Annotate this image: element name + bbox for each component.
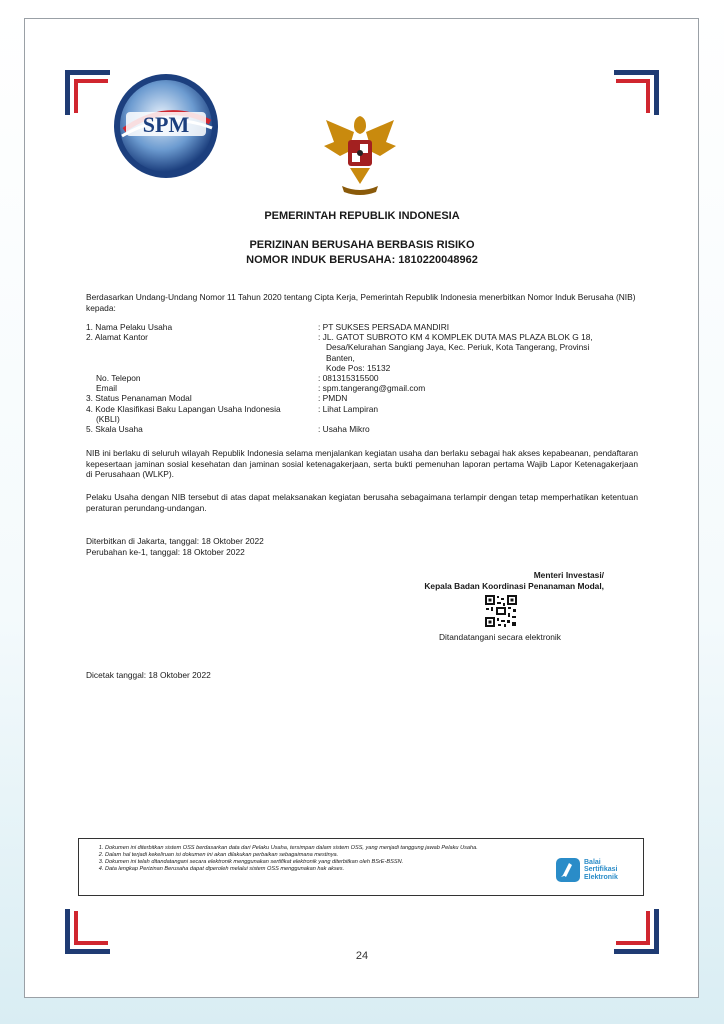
printed-date: Dicetak tanggal: 18 Oktober 2022 bbox=[86, 670, 211, 680]
corner-ornament-top-right-inner bbox=[616, 79, 650, 113]
page-number: 24 bbox=[355, 950, 369, 962]
field-row-kbli bbox=[86, 404, 638, 414]
bsre-line: Elektronik bbox=[584, 873, 618, 881]
field-row-status bbox=[86, 393, 638, 403]
corner-ornament-bottom-right-inner bbox=[616, 911, 650, 945]
bsre-line: Balai bbox=[584, 858, 601, 866]
field-label: 1. Nama Pelaku Usaha bbox=[86, 322, 173, 332]
electronic-signature-note: Ditandatangani secara elektronik bbox=[439, 632, 561, 642]
field-row-alamat bbox=[86, 332, 638, 342]
field-label: 3. Status Penanaman Modal bbox=[86, 393, 192, 404]
nib-number: NOMOR INDUK BERUSAHA: 1810220048962 bbox=[246, 254, 478, 266]
field-row-skala bbox=[86, 424, 638, 434]
field-value: : Lihat Lampiran bbox=[318, 403, 379, 414]
field-value: : PMDN bbox=[318, 393, 348, 404]
signatory-title bbox=[360, 570, 604, 591]
bsre-logo-text bbox=[584, 859, 618, 882]
business-details bbox=[86, 322, 638, 434]
address-line: Desa/Kelurahan Sangiang Jaya, Kec. Periuk, Kota Tangerang, Provinsi bbox=[326, 342, 590, 353]
obligation-paragraph: Pelaku Usaha dengan NIB tersebut di atas dapat melaksanakan kegiatan berusaha sebagaimana terlampir dengan tetap memperhatikan ketentuan peraturan perundang-undangan. bbox=[86, 492, 638, 513]
field-value: : Usaha Mikro bbox=[318, 424, 370, 435]
document-title-line1: PERIZINAN BERUSAHA BERBASIS RISIKO bbox=[249, 239, 475, 251]
signatory-line2: Kepala Badan Koordinasi Penanaman Modal, bbox=[424, 580, 604, 591]
spm-logo-icon bbox=[110, 70, 222, 182]
signatory-line1: Menteri Investasi/ bbox=[533, 570, 604, 580]
address-line: Kode Pos: 15132 bbox=[326, 362, 391, 373]
field-value: : 081315315500 bbox=[318, 373, 379, 384]
field-label: Email bbox=[96, 383, 117, 394]
field-label: 5. Skala Usaha bbox=[86, 424, 143, 435]
document-title bbox=[100, 238, 624, 268]
corner-ornament-bottom-left-inner bbox=[74, 911, 108, 945]
footnotes-box bbox=[78, 838, 644, 896]
qr-code-icon bbox=[484, 594, 518, 628]
issued-date: Diterbitkan di Jakarta, tanggal: 18 Oktober 2022 bbox=[86, 536, 264, 546]
field-label: No. Telepon bbox=[96, 373, 141, 384]
bsre-line: Sertifikasi bbox=[584, 866, 618, 874]
amended-date: Perubahan ke-1, tanggal: 18 Oktober 2022 bbox=[86, 546, 245, 557]
spm-logo-text: SPM bbox=[142, 112, 190, 137]
field-row-telepon bbox=[86, 373, 638, 383]
government-heading: PEMERINTAH REPUBLIK INDONESIA bbox=[264, 210, 460, 222]
footnote-item: 4. Data lengkap Perizinan Berusaha dapat diperoleh melalui sistem OSS menggunakan hak akses. bbox=[105, 866, 535, 873]
footnote-item: 2. Dalam hal terjadi kekeliruan isi dokumen ini akan dilakukan perbaikan sebagaimana mestinya. bbox=[105, 852, 535, 859]
field-label: 2. Alamat Kantor bbox=[86, 332, 148, 343]
footnotes-list bbox=[87, 845, 535, 873]
intro-paragraph: Berdasarkan Undang-Undang Nomor 11 Tahun 2020 tentang Cipta Kerja, Pemerintah Republik Indonesia menerbitkan Nomor Induk Berusaha (NIB) kepada: bbox=[86, 292, 636, 313]
bsre-logo bbox=[555, 855, 633, 885]
footnote-item: 3. Dokumen ini telah ditandatangani secara elektronik menggunakan sertifikat elektronik yang diterbitkan oleh BSrE-BSSN. bbox=[105, 859, 535, 866]
field-value: : PT SUKSES PERSADA MANDIRI bbox=[318, 322, 450, 332]
corner-ornament-top-left-inner bbox=[74, 79, 108, 113]
garuda-emblem-icon bbox=[320, 112, 400, 198]
bsre-shield-icon bbox=[555, 857, 581, 883]
field-row-email bbox=[86, 383, 638, 393]
address-line: Banten, bbox=[326, 352, 355, 363]
validity-paragraph: NIB ini berlaku di seluruh wilayah Republik Indonesia selama menjalankan kegiatan usaha dan berlaku sebagai hak akses kepabeanan, pendaftaran kepesertaan jaminan sosial kesehatan dan jaminan sosial ketenagakerjaan, serta bukti pemenuhan laporan pertama Wajib Lapor Ketenagakerjaan di Perusahaan (WLKP). bbox=[86, 448, 638, 480]
field-value: : JL. GATOT SUBROTO KM 4 KOMPLEK DUTA MAS PLAZA BLOK G 18, bbox=[318, 332, 593, 343]
field-row-nama bbox=[86, 322, 638, 332]
field-row-kbli-cont bbox=[86, 414, 638, 424]
issue-dates bbox=[86, 536, 638, 557]
field-label: 4. Kode Klasifikasi Baku Lapangan Usaha Indonesia bbox=[86, 403, 281, 414]
footnote-item: 1. Dokumen ini diterbitkan sistem OSS berdasarkan data dari Pelaku Usaha, tersimpan dalam sistem OSS, yang menjadi tanggung jawab Pelaku Usaha. bbox=[105, 845, 535, 852]
field-label: (KBLI) bbox=[96, 413, 120, 424]
field-value: : spm.tangerang@gmail.com bbox=[318, 383, 426, 394]
